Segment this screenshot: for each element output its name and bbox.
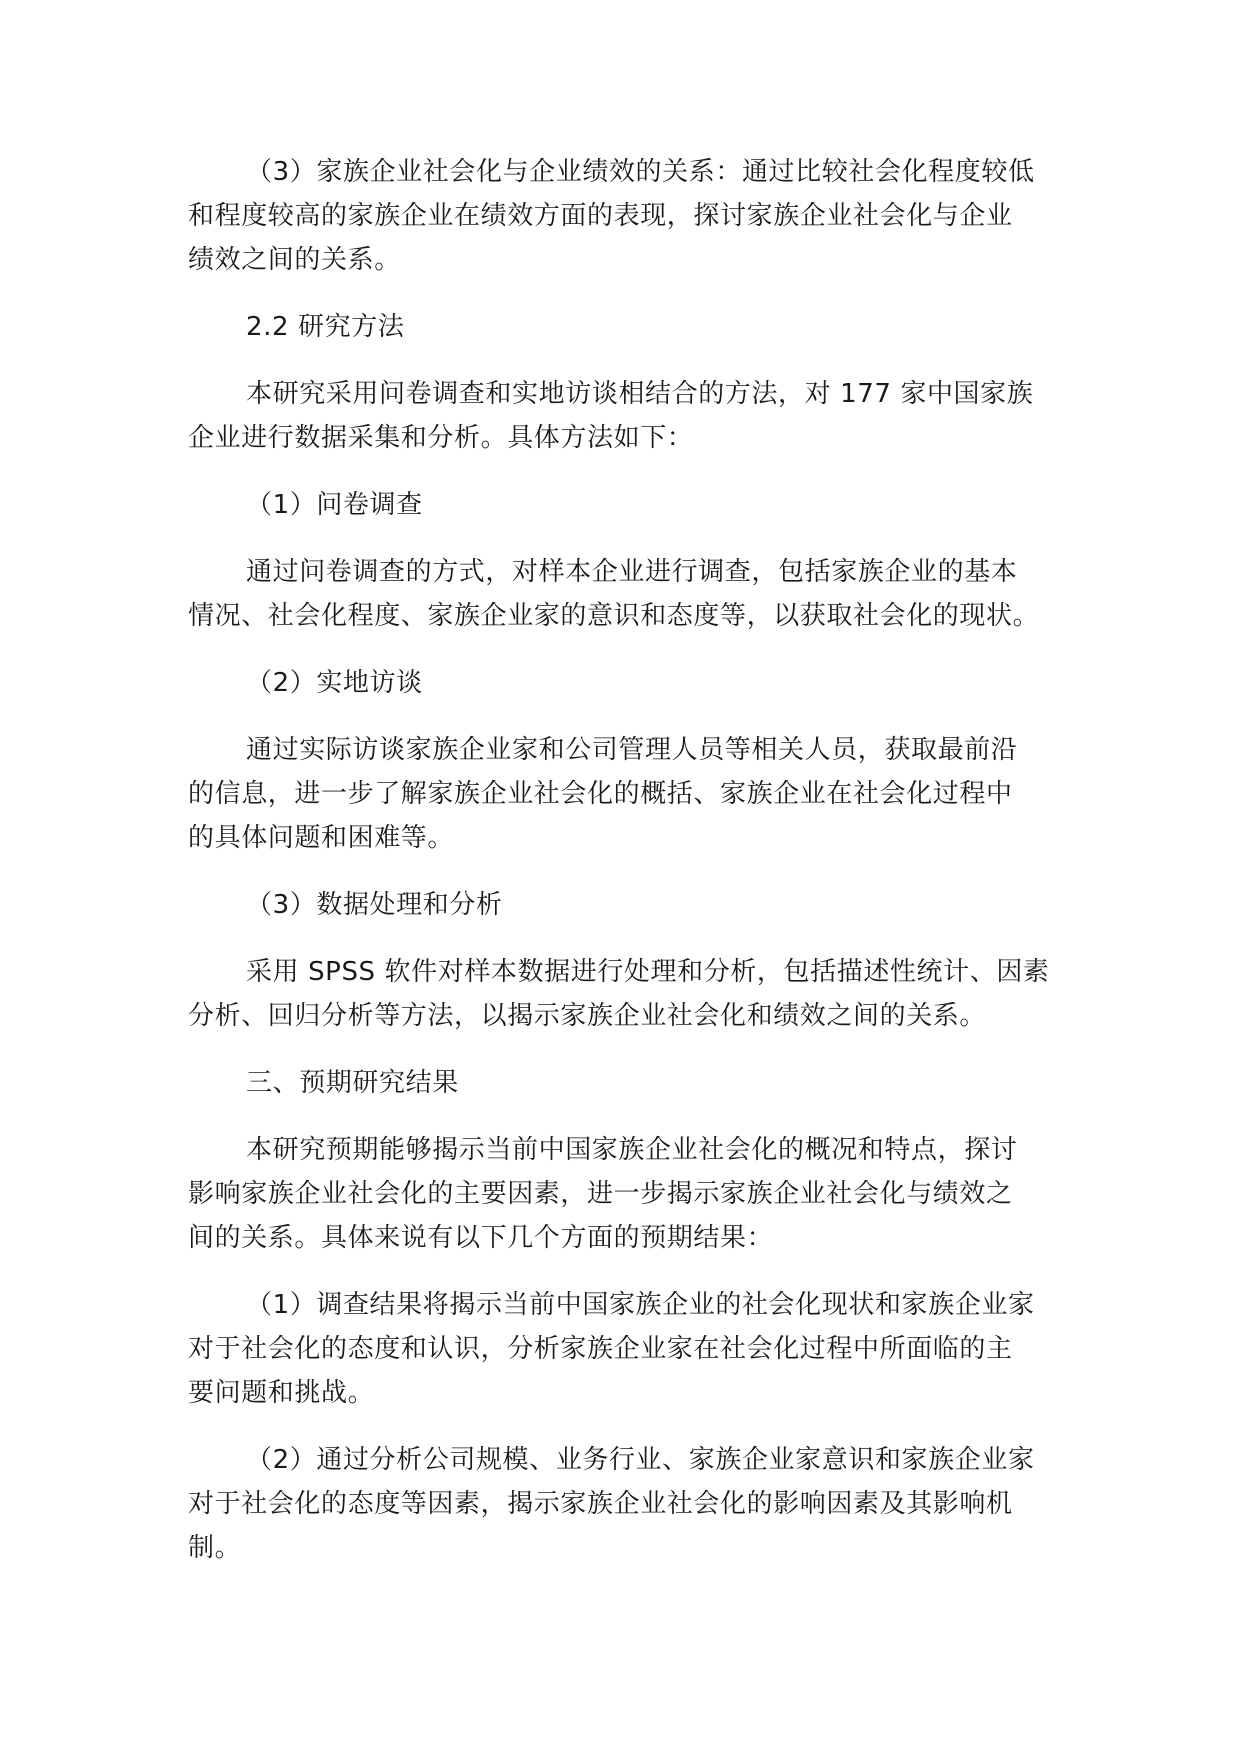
text-line: 影响家族企业社会化的主要因素，进一步揭示家族企业社会化与绩效之 <box>188 1179 1013 1209</box>
document-body <box>188 150 1068 1593</box>
text-line: 分析、回归分析等方法，以揭示家族企业社会化和绩效之间的关系。 <box>188 1001 987 1031</box>
paragraph-data-analysis <box>188 950 1068 1038</box>
paragraph-expected-result-1 <box>188 1283 1068 1415</box>
text-line: 对于社会化的态度等因素，揭示家族企业社会化的影响因素及其影响机 <box>188 1489 1013 1519</box>
text-line: 通过实际访谈家族企业家和公司管理人员等相关人员，获取最前沿 <box>246 735 1018 765</box>
section-heading-expected-results: 三、预期研究结果 <box>246 1068 459 1098</box>
subheading-field-interview: （2）实地访谈 <box>246 668 423 698</box>
text-line: 情况、社会化程度、家族企业家的意识和态度等，以获取社会化的现状。 <box>188 601 1040 631</box>
paragraph-expected-intro <box>188 1128 1068 1260</box>
paragraph-field-interview <box>188 728 1068 860</box>
text-line: 企业进行数据采集和分析。具体方法如下： <box>188 423 694 453</box>
text-line: 和程度较高的家族企业在绩效方面的表现，探讨家族企业社会化与企业 <box>188 201 1013 231</box>
text-line: （3）家族企业社会化与企业绩效的关系：通过比较社会化程度较低 <box>246 157 1035 187</box>
text-line: 对于社会化的态度和认识，分析家族企业家在社会化过程中所面临的主 <box>188 1334 1013 1364</box>
text-line: 本研究预期能够揭示当前中国家族企业社会化的概况和特点，探讨 <box>246 1135 1018 1165</box>
paragraph-questionnaire <box>188 550 1068 638</box>
subheading-data-analysis: （3）数据处理和分析 <box>246 890 503 920</box>
text-line: 的信息，进一步了解家族企业社会化的概括、家族企业在社会化过程中 <box>188 779 1013 809</box>
text-line: （1）调查结果将揭示当前中国家族企业的社会化现状和家族企业家 <box>246 1290 1035 1320</box>
subheading-questionnaire: （1）问卷调查 <box>246 490 423 520</box>
section-heading-research-methods: 2.2 研究方法 <box>246 312 405 342</box>
text-line: 的具体问题和困难等。 <box>188 823 455 853</box>
text-line: 本研究采用问卷调查和实地访谈相结合的方法，对 177 家中国家族 <box>246 379 1034 409</box>
paragraph-expected-result-2 <box>188 1438 1068 1570</box>
paragraph-methods-intro <box>188 372 1068 460</box>
text-line: 间的关系。具体来说有以下几个方面的预期结果： <box>188 1223 774 1253</box>
text-line: （2）通过分析公司规模、业务行业、家族企业家意识和家族企业家 <box>246 1445 1035 1475</box>
paragraph-relationship-performance <box>188 150 1068 282</box>
text-line: 要问题和挑战。 <box>188 1378 375 1408</box>
text-line: 绩效之间的关系。 <box>188 245 401 275</box>
text-line: 制。 <box>188 1533 242 1563</box>
text-line: 通过问卷调查的方式，对样本企业进行调查，包括家族企业的基本 <box>246 557 1018 587</box>
text-line: 采用 SPSS 软件对样本数据进行处理和分析，包括描述性统计、因素 <box>246 957 1050 987</box>
